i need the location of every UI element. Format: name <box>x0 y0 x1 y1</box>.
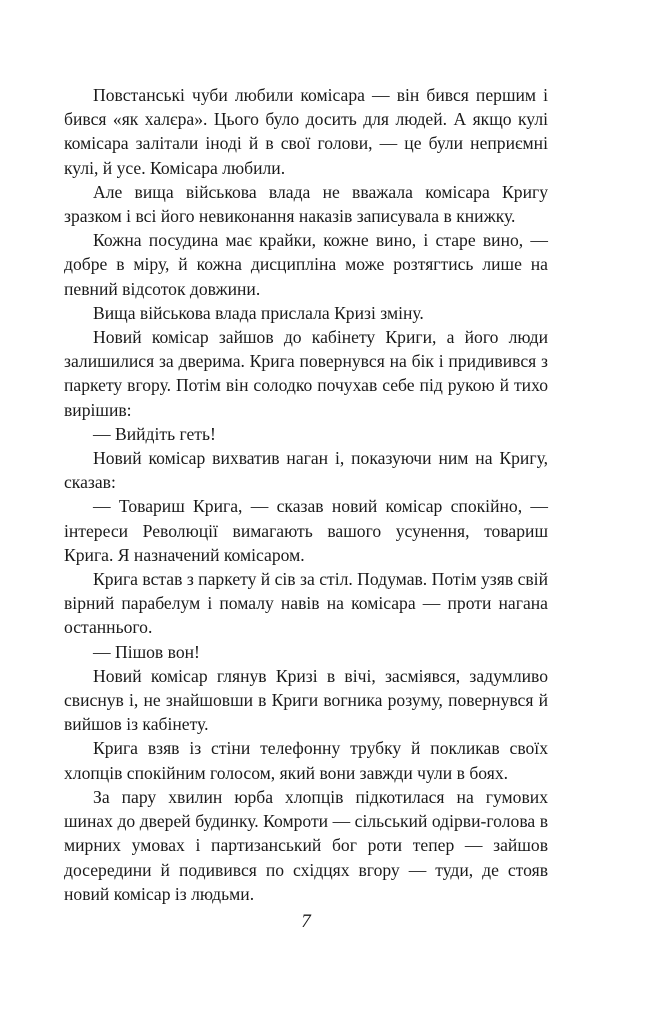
paragraph-5: Новий комісар зайшов до кабінету Криги, а його люди залишилися за дверима. Крига повернувся на бік і придивився з паркету вгору. Потім він солодко почухав себе під рукою й тихо вирішив: <box>64 327 548 420</box>
paragraph-9: Крига встав з паркету й сів за стіл. Подумав. Потім узяв свій вірний парабелум і помалу навів на комісара — проти нагана останнього. <box>64 569 548 638</box>
paragraph-3: Кожна посудина має крайки, кожне вино, і старе вино, — добре в міру, й кожна дисципліна може розтягтись лише на певний відсоток довжини. <box>64 230 548 299</box>
paragraph-7: Новий комісар вихватив наган і, показуючи ним на Кригу, сказав: <box>64 448 548 493</box>
paragraph-10: — Пішов вон! <box>93 641 200 662</box>
paragraph-8: — Товариш Крига, — сказав новий комісар спокійно, — інтереси Революції вимагають вашого усунення, товариш Крига. Я назначений комісаром. <box>64 496 548 565</box>
paragraph-4: Вища військова влада прислала Кризі зміну. <box>93 302 424 323</box>
paragraph-11: Новий комісар глянув Кризі в вічі, засміявся, задумливо свиснув і, не знайшовши в Криги вогника розуму, повернувся й вийшов із кабінету. <box>64 665 548 735</box>
paragraph-2: Але вища військова влада не вважала комісара Кригу зразком і всі його невиконання наказів записувала в книжку. <box>64 181 548 227</box>
paragraph-1: Повстанські чуби любили комісара — він бився першим і бився «як халєра». Цього було досить для людей. А якщо кулі комісара залітали іноді й в свої голови, — це були неприємні кулі, й усе. Комісара любили. <box>64 85 548 178</box>
page-number: 7 <box>301 911 311 932</box>
paragraph-12: Крига взяв із стіни телефонну трубку й покликав своїх хлопців спокійним голосом, який вони завжди чули в боях. <box>64 738 548 783</box>
paragraph-13: За пару хвилин юрба хлопців підкотилася на гумових шинах до дверей будинку. Комроти — сільський одірви-голова в мирних умовах і партизанський бог роти тепер — зайшов досередини й подивився по східцях вгору — туди, де стояв новий комісар із людьми. <box>64 786 548 904</box>
paragraph-6: — Вийдіть геть! <box>93 423 216 444</box>
body-text <box>64 83 548 906</box>
